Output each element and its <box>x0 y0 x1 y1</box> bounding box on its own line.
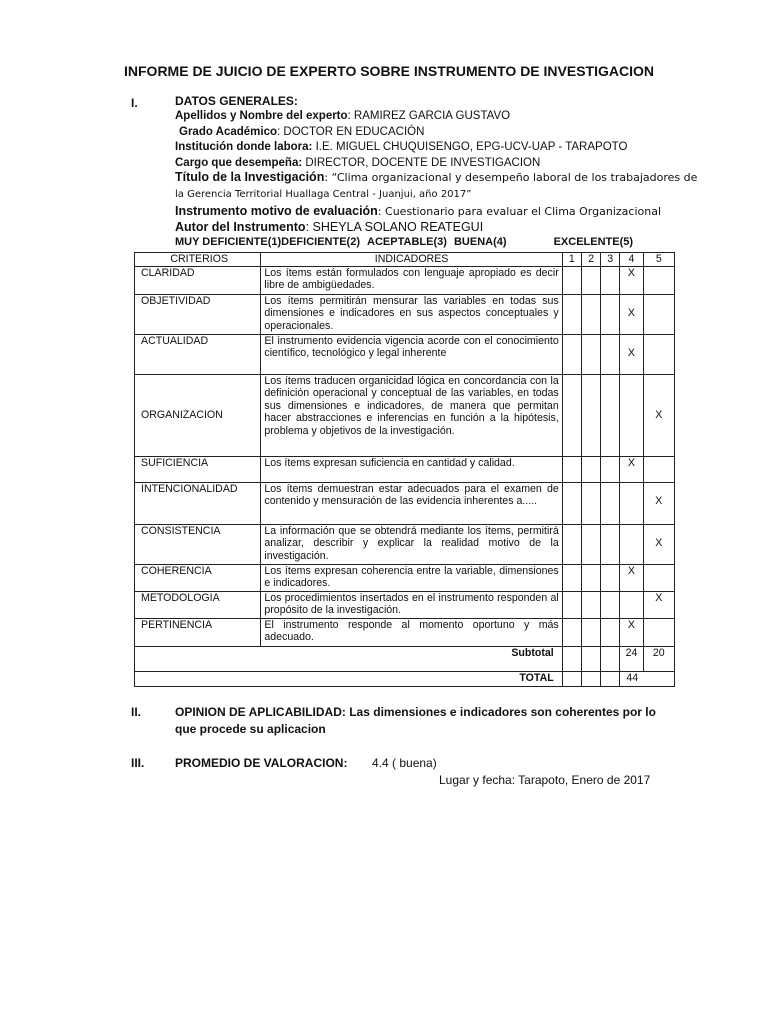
cargo-label: Cargo que desempeña: <box>175 157 303 169</box>
section-1-heading: DATOS GENERALES: <box>175 94 298 108</box>
indicador-cell: Los ítems demuestran estar adecuados para el examen de contenido y mensuración de las evidencia inherentes a..... <box>261 482 562 524</box>
score-5-cell: X <box>643 482 674 524</box>
score-3-cell <box>601 524 620 564</box>
score-1-cell <box>562 334 581 374</box>
table-row <box>135 266 675 294</box>
subtotal-5: 20 <box>643 646 674 671</box>
table-row <box>135 374 675 456</box>
titulo-value-2: la Gerencia Territorial Huallaga Central - Juanjui, año 2017” <box>175 189 472 200</box>
titulo-label: Título de la Investigación <box>175 170 325 184</box>
indicador-cell: La información que se obtendrá mediante los ítems, permitirá analizar, describir y explicar la realidad motivo de la investigación. <box>261 524 562 564</box>
titulo-line-2 <box>175 187 471 202</box>
score-5-cell <box>643 334 674 374</box>
score-3-cell <box>601 591 620 618</box>
scale-4: BUENA(4) <box>453 236 507 248</box>
score-2-cell <box>581 671 600 686</box>
score-2-cell <box>581 456 600 482</box>
scale-2: DEFICIENTE(2) <box>281 236 360 248</box>
score-4-cell: X <box>620 618 643 646</box>
institucion-label: Institución donde labora: <box>175 141 313 153</box>
expert-value: : RAMIREZ GARCIA GUSTAVO <box>347 110 511 122</box>
subtotal-4: 24 <box>620 646 643 671</box>
evaluation-table <box>134 252 675 687</box>
total-label: TOTAL <box>135 671 563 686</box>
score-1-cell <box>562 456 581 482</box>
score-4-cell <box>620 374 643 456</box>
score-3-cell <box>601 646 620 671</box>
table-row <box>135 591 675 618</box>
table-row <box>135 456 675 482</box>
promedio-label: PROMEDIO DE VALORACION: <box>175 756 348 770</box>
score-2-cell <box>581 564 600 591</box>
score-5-cell <box>643 564 674 591</box>
table-header-row <box>135 253 675 267</box>
header-criterios: CRITERIOS <box>135 253 261 267</box>
score-2-cell <box>581 294 600 334</box>
criterio-cell: PERTINENCIA <box>135 618 261 646</box>
instrumento-value: : Cuestionario para evaluar el Clima Organizacional <box>377 205 662 218</box>
grado-label: Grado Académico <box>179 126 277 138</box>
indicador-cell: Los ítems permitirán mensurar las variables en todas sus dimensiones e indicadores en sus aspectos conceptuales y operacionales. <box>261 294 562 334</box>
score-4-cell <box>620 524 643 564</box>
total-value: 44 <box>620 671 675 686</box>
table-row <box>135 482 675 524</box>
institucion-value: I.E. MIGUEL CHUQUISENGO, EPG-UCV-UAP - TARAPOTO <box>312 141 628 153</box>
indicador-cell: Los ítems traducen organicidad lógica en concordancia con la definición operacional y conceptual de las variables, en todas sus dimensiones e indicadores, de manera que permitan hacer abstracciones e inferencias en función a la hipótesis, problema y objetivos de la investigación. <box>261 374 562 456</box>
score-1-cell <box>562 646 581 671</box>
grado-value: : DOCTOR EN EDUCACIÓN <box>277 126 425 138</box>
criterio-cell: ORGANIZACION <box>135 374 261 456</box>
score-4-cell: X <box>620 294 643 334</box>
score-1-cell <box>562 564 581 591</box>
expert-label: Apellidos y Nombre del experto <box>175 110 348 122</box>
score-1-cell <box>562 266 581 294</box>
score-2-cell <box>581 334 600 374</box>
titulo-value-1: : “Clima organizacional y desempeño laboral de los trabajadores de <box>324 171 698 184</box>
promedio-value: 4.4 ( buena) <box>372 756 437 770</box>
score-2-cell <box>581 482 600 524</box>
score-3-cell <box>601 671 620 686</box>
header-5: 5 <box>643 253 674 267</box>
criterio-cell: COHERENCIA <box>135 564 261 591</box>
scale-1: MUY DEFICIENTE(1) <box>175 236 282 248</box>
criterio-cell: SUFICIENCIA <box>135 456 261 482</box>
autor-line <box>175 220 483 235</box>
institucion-line <box>175 140 627 155</box>
score-1-cell <box>562 482 581 524</box>
score-5-cell <box>643 294 674 334</box>
table-row <box>135 564 675 591</box>
indicador-cell: El instrumento responde al momento oportuno y más adecuado. <box>261 618 562 646</box>
score-3-cell <box>601 266 620 294</box>
indicador-cell: Los procedimientos insertados en el instrumento responden al propósito de la investigación. <box>261 591 562 618</box>
table-row <box>135 524 675 564</box>
cargo-value: DIRECTOR, DOCENTE DE INVESTIGACION <box>302 157 541 169</box>
score-1-cell <box>562 294 581 334</box>
score-4-cell <box>620 591 643 618</box>
score-4-cell: X <box>620 564 643 591</box>
score-1-cell <box>562 374 581 456</box>
score-5-cell: X <box>643 374 674 456</box>
autor-label: Autor del Instrumento <box>175 220 306 234</box>
indicador-cell: Los ítems están formulados con lenguaje apropiado es decir libre de ambigüedades. <box>261 266 562 294</box>
score-3-cell <box>601 564 620 591</box>
score-3-cell <box>601 334 620 374</box>
criterio-cell: METODOLOGIA <box>135 591 261 618</box>
subtotal-row <box>135 646 675 671</box>
score-3-cell <box>601 294 620 334</box>
section-2-number: II. <box>131 705 142 719</box>
score-5-cell <box>643 618 674 646</box>
section-3-number: III. <box>131 756 145 770</box>
criterio-cell: ACTUALIDAD <box>135 334 261 374</box>
titulo-line <box>175 170 697 185</box>
lugar-fecha: Lugar y fecha: Tarapoto, Enero de 2017 <box>439 773 651 787</box>
score-2-cell <box>581 524 600 564</box>
score-1-cell <box>562 671 581 686</box>
scale-5: EXCELENTE(5) <box>553 236 634 248</box>
score-4-cell <box>620 482 643 524</box>
score-4-cell: X <box>620 266 643 294</box>
score-2-cell <box>581 591 600 618</box>
table-row <box>135 294 675 334</box>
score-1-cell <box>562 524 581 564</box>
score-3-cell <box>601 456 620 482</box>
score-3-cell <box>601 482 620 524</box>
criterio-cell: CLARIDAD <box>135 266 261 294</box>
score-5-cell <box>643 266 674 294</box>
score-4-cell: X <box>620 456 643 482</box>
score-1-cell <box>562 591 581 618</box>
total-row <box>135 671 675 686</box>
rating-scale <box>175 236 633 248</box>
table-row <box>135 334 675 374</box>
instrumento-line <box>175 204 661 219</box>
header-2: 2 <box>581 253 600 267</box>
score-5-cell: X <box>643 524 674 564</box>
header-3: 3 <box>601 253 620 267</box>
criterio-cell: INTENCIONALIDAD <box>135 482 261 524</box>
grado-line <box>179 125 424 140</box>
score-1-cell <box>562 618 581 646</box>
instrumento-label: Instrumento motivo de evaluación <box>175 204 378 218</box>
autor-value: : SHEYLA SOLANO REATEGUI <box>305 220 484 234</box>
expert-line <box>175 109 510 124</box>
indicador-cell: El instrumento evidencia vigencia acorde con el conocimiento científico, tecnológico y legal inherente <box>261 334 562 374</box>
score-2-cell <box>581 266 600 294</box>
indicador-cell: Los ítems expresan coherencia entre la variable, dimensiones e indicadores. <box>261 564 562 591</box>
subtotal-label: Subtotal <box>135 646 563 671</box>
criterio-cell: OBJETIVIDAD <box>135 294 261 334</box>
section-1-number: I. <box>131 96 138 110</box>
score-5-cell: X <box>643 591 674 618</box>
scale-3: ACEPTABLE(3) <box>367 236 447 248</box>
score-3-cell <box>601 618 620 646</box>
indicador-cell: Los ítems expresan suficiencia en cantidad y calidad. <box>261 456 562 482</box>
header-1: 1 <box>562 253 581 267</box>
header-indicadores: INDICADORES <box>261 253 562 267</box>
header-4: 4 <box>620 253 643 267</box>
document-title: INFORME DE JUICIO DE EXPERTO SOBRE INSTRUMENTO DE INVESTIGACION <box>124 63 654 79</box>
score-5-cell <box>643 456 674 482</box>
score-4-cell: X <box>620 334 643 374</box>
cargo-line <box>175 156 540 171</box>
score-3-cell <box>601 374 620 456</box>
score-2-cell <box>581 374 600 456</box>
table-row <box>135 618 675 646</box>
criterio-cell: CONSISTENCIA <box>135 524 261 564</box>
opinion-aplicabilidad: OPINION DE APLICABILIDAD: Las dimensiones e indicadores son coherentes por lo que procede su aplicacion <box>175 705 656 736</box>
score-2-cell <box>581 646 600 671</box>
score-2-cell <box>581 618 600 646</box>
